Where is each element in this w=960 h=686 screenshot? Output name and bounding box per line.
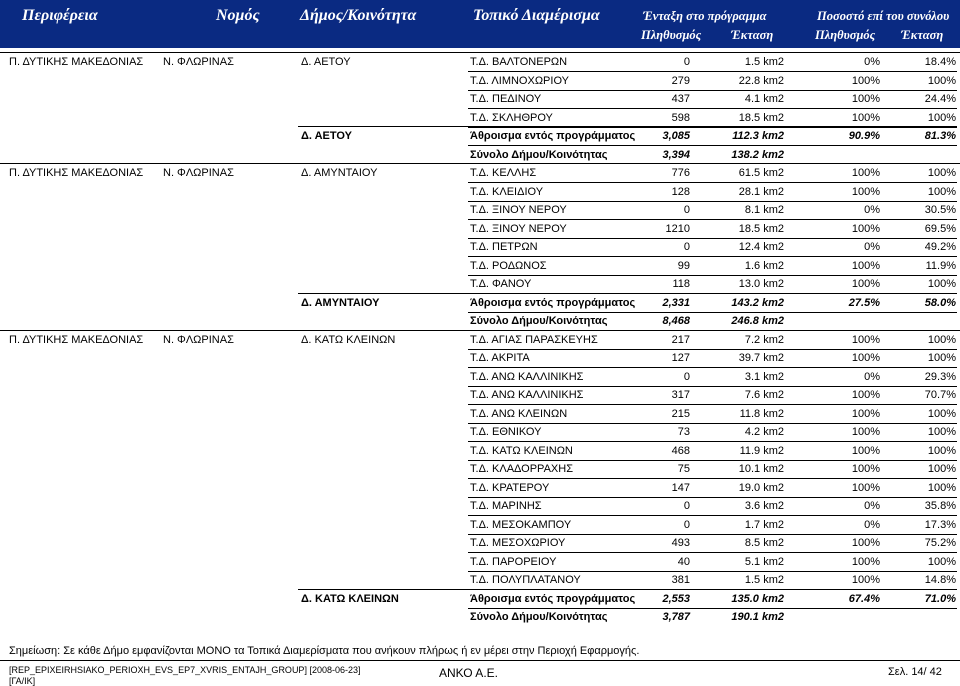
district-cell: Τ.Δ. ΚΛΑΔΟΡΡΑΧΗΣ: [470, 463, 573, 475]
area-cell: 10.1 km2: [738, 463, 784, 475]
population-percent-cell: 100%: [851, 352, 880, 364]
district-cell: Τ.Δ. ΞΙΝΟΥ ΝΕΡΟΥ: [470, 223, 567, 235]
area-percent-cell: 24.4%: [924, 93, 956, 105]
district-cell: Άθροισμα εντός προγράμματος: [470, 130, 636, 142]
population-cell: 598: [671, 112, 690, 124]
area-percent-cell: 100%: [927, 112, 956, 124]
area-cell: 11.9 km2: [739, 445, 784, 457]
population-cell: 3,085: [662, 130, 690, 142]
area-percent-cell: 30.5%: [924, 204, 956, 216]
area-percent-cell: 100%: [927, 334, 956, 346]
table-row: [0, 183, 960, 202]
region-cell: Π. ΔΥΤΙΚΗΣ ΜΑΚΕΔΟΝΙΑΣ: [9, 56, 144, 68]
district-cell: Τ.Δ. ΚΛΕΙΔΙΟΥ: [470, 186, 544, 198]
group-divider: [0, 52, 960, 53]
district-cell: Σύνολο Δήμου/Κοινότητας: [470, 149, 608, 161]
area-percent-cell: 35.8%: [924, 500, 956, 512]
table-row: [0, 368, 960, 387]
area-cell: 1.5 km2: [744, 574, 784, 586]
table-row: [0, 460, 960, 479]
population-percent-cell: 100%: [851, 556, 880, 568]
population-percent-cell: 100%: [851, 389, 880, 401]
population-percent-cell: 100%: [851, 463, 880, 475]
municipality-cell: Δ. ΑΕΤΟΥ: [301, 56, 351, 68]
district-cell: Τ.Δ. ΑΝΩ ΚΑΛΛΙΝΙΚΗΣ: [470, 389, 584, 401]
population-percent-cell: 0%: [864, 241, 880, 253]
population-percent-cell: 0%: [864, 519, 880, 531]
table-row: [0, 571, 960, 590]
population-cell: 468: [671, 445, 690, 457]
population-cell: 2,553: [662, 593, 690, 605]
district-cell: Τ.Δ. ΚΑΤΩ ΚΛΕΙΝΩΝ: [470, 445, 573, 457]
table-row: [0, 479, 960, 498]
population-cell: 73: [677, 426, 690, 438]
district-cell: Τ.Δ. ΚΕΛΛΗΣ: [470, 167, 537, 179]
area-cell: 12.4 km2: [738, 241, 784, 253]
population-percent-cell: 100%: [851, 278, 880, 290]
population-cell: 1210: [665, 223, 690, 235]
population-percent-cell: 100%: [851, 426, 880, 438]
population-percent-cell: 100%: [851, 112, 880, 124]
population-percent-cell: 0%: [864, 500, 880, 512]
area-cell: 8.1 km2: [744, 204, 784, 216]
header-municipality: Δήμος/Κοινότητα: [300, 7, 417, 24]
area-percent-cell: 100%: [927, 75, 956, 87]
population-cell: 118: [672, 278, 690, 290]
population-cell: 147: [671, 482, 690, 494]
area-cell: 8.5 km2: [744, 537, 784, 549]
area-cell: 1.5 km2: [744, 56, 784, 68]
header-local-district: Τοπικό Διαμέρισμα: [473, 7, 600, 24]
area-percent-cell: 81.3%: [924, 130, 956, 142]
municipality-cell: Δ. ΑΜΥΝΤΑΙΟΥ: [301, 167, 378, 179]
header-area-1: Έκταση: [731, 28, 774, 42]
population-cell: 493: [671, 537, 690, 549]
population-percent-cell: 100%: [851, 93, 880, 105]
population-percent-cell: 67.4%: [848, 593, 880, 605]
area-cell: 112.3 km2: [732, 130, 784, 142]
area-percent-cell: 11.9%: [925, 260, 956, 272]
population-percent-cell: 100%: [851, 260, 880, 272]
header-percent: Ποσοστό επί του συνόλου: [817, 9, 950, 23]
table-row: [0, 294, 960, 313]
area-cell: 19.0 km2: [738, 482, 784, 494]
table-row: [0, 53, 960, 72]
area-cell: 138.2 km2: [731, 149, 784, 161]
area-cell: 135.0 km2: [731, 593, 784, 605]
area-cell: 5.1 km2: [744, 556, 784, 568]
population-percent-cell: 100%: [851, 574, 880, 586]
district-cell: Τ.Δ. ΡΟΔΩΝΟΣ: [470, 260, 547, 272]
area-cell: 39.7 km2: [738, 352, 784, 364]
district-cell: Τ.Δ. ΑΝΩ ΚΑΛΛΙΝΙΚΗΣ: [470, 371, 584, 383]
population-percent-cell: 0%: [864, 204, 880, 216]
area-percent-cell: 100%: [927, 167, 956, 179]
company-name: ΑΝΚΟ Α.Ε.: [439, 666, 498, 680]
table-row: [0, 164, 960, 183]
population-cell: 0: [683, 241, 690, 253]
district-cell: Άθροισμα εντός προγράμματος: [470, 593, 636, 605]
population-cell: 0: [683, 56, 690, 68]
header-prefecture: Νομός: [216, 7, 260, 24]
table-row: [0, 608, 960, 627]
area-percent-cell: 71.0%: [924, 593, 956, 605]
sum-divider: [298, 126, 957, 127]
table-row: [0, 590, 960, 609]
area-cell: 11.8 km2: [739, 408, 784, 420]
population-percent-cell: 27.5%: [848, 297, 880, 309]
area-cell: 1.7 km2: [744, 519, 784, 531]
district-cell: Τ.Δ. ΚΡΑΤΕΡΟΥ: [470, 482, 550, 494]
district-cell: Τ.Δ. ΛΙΜΝΟΧΩΡΙΟΥ: [470, 75, 569, 87]
table-row: [0, 201, 960, 220]
table-row: [0, 220, 960, 239]
header-area-2: Έκταση: [901, 28, 944, 42]
district-cell: Τ.Δ. ΠΑΡΟΡΕΙΟΥ: [470, 556, 557, 568]
population-cell: 127: [671, 352, 690, 364]
area-percent-cell: 58.0%: [924, 297, 956, 309]
district-cell: Τ.Δ. ΕΘΝΙΚΟΥ: [470, 426, 542, 438]
group-divider: [0, 330, 960, 331]
population-percent-cell: 100%: [851, 537, 880, 549]
table-row: [0, 516, 960, 535]
population-cell: 0: [683, 500, 690, 512]
population-cell: 8,468: [662, 315, 690, 327]
table-row: [0, 553, 960, 572]
header-region: Περιφέρεια: [22, 7, 98, 24]
district-cell: Τ.Δ. ΜΕΣΟΚΑΜΠΟΥ: [470, 519, 572, 531]
population-percent-cell: 100%: [851, 408, 880, 420]
area-percent-cell: 100%: [927, 352, 956, 364]
population-cell: 0: [683, 204, 690, 216]
area-percent-cell: 69.5%: [924, 223, 956, 235]
district-cell: Τ.Δ. ΠΟΛΥΠΛΑΤΑΝΟΥ: [470, 574, 581, 586]
area-cell: 18.5 km2: [738, 112, 784, 124]
population-cell: 128: [671, 186, 690, 198]
region-cell: Π. ΔΥΤΙΚΗΣ ΜΑΚΕΔΟΝΙΑΣ: [9, 167, 144, 179]
table-row: [0, 497, 960, 516]
table-row: [0, 442, 960, 461]
district-cell: Σύνολο Δήμου/Κοινότητας: [470, 611, 608, 623]
district-cell: Άθροισμα εντός προγράμματος: [470, 297, 636, 309]
population-percent-cell: 100%: [851, 223, 880, 235]
table-row: [0, 386, 960, 405]
table-row: [0, 423, 960, 442]
area-cell: 22.8 km2: [738, 75, 784, 87]
table-row: [0, 405, 960, 424]
population-percent-cell: 0%: [864, 371, 880, 383]
area-cell: 4.2 km2: [744, 426, 784, 438]
population-cell: 3,394: [662, 149, 690, 161]
area-percent-cell: 100%: [927, 426, 956, 438]
district-cell: Τ.Δ. ΦΑΝΟΥ: [470, 278, 532, 290]
area-cell: 28.1 km2: [738, 186, 784, 198]
area-cell: 3.6 km2: [744, 500, 784, 512]
population-percent-cell: 100%: [851, 445, 880, 457]
table-row: [0, 90, 960, 109]
header-pop-2: Πληθυσμός: [815, 28, 876, 42]
table-row: [0, 72, 960, 91]
report-code: [ΓΑ/ΙΚ]: [9, 676, 36, 686]
district-cell: Τ.Δ. ΜΕΣΟΧΩΡΙΟΥ: [470, 537, 566, 549]
area-percent-cell: 100%: [927, 482, 956, 494]
area-cell: 246.8 km2: [731, 315, 784, 327]
area-cell: 190.1 km2: [731, 611, 784, 623]
district-cell: Τ.Δ. ΒΑΛΤΟΝΕΡΩΝ: [470, 56, 568, 68]
table-row: [0, 534, 960, 553]
district-cell: Τ.Δ. ΑΝΩ ΚΛΕΙΝΩΝ: [470, 408, 568, 420]
prefecture-cell: Ν. ΦΛΩΡΙΝΑΣ: [163, 334, 234, 346]
population-cell: 217: [671, 334, 690, 346]
area-percent-cell: 100%: [927, 408, 956, 420]
region-cell: Π. ΔΥΤΙΚΗΣ ΜΑΚΕΔΟΝΙΑΣ: [9, 334, 144, 346]
area-percent-cell: 49.2%: [924, 241, 956, 253]
table-row: [0, 127, 960, 146]
municipality-cell: Δ. ΑΜΥΝΤΑΙΟΥ: [301, 297, 380, 309]
footer-divider: [0, 660, 960, 661]
population-percent-cell: 100%: [851, 167, 880, 179]
municipality-cell: Δ. ΚΑΤΩ ΚΛΕΙΝΩΝ: [301, 593, 399, 605]
population-cell: 0: [683, 371, 690, 383]
municipality-cell: Δ. ΚΑΤΩ ΚΛΕΙΝΩΝ: [301, 334, 396, 346]
table-row: [0, 349, 960, 368]
sum-divider: [298, 589, 957, 590]
table-row: [0, 275, 960, 294]
table-row: [0, 331, 960, 350]
page-number: Σελ. 14/ 42: [888, 666, 942, 678]
prefecture-cell: Ν. ΦΛΩΡΙΝΑΣ: [163, 56, 234, 68]
district-cell: Τ.Δ. ΠΕΔΙΝΟΥ: [470, 93, 542, 105]
population-cell: 2,331: [662, 297, 690, 309]
table-row: [0, 312, 960, 331]
district-cell: Τ.Δ. ΑΓΙΑΣ ΠΑΡΑΣΚΕΥΗΣ: [470, 334, 598, 346]
district-cell: Τ.Δ. ΠΕΤΡΩΝ: [470, 241, 538, 253]
population-cell: 3,787: [662, 611, 690, 623]
population-percent-cell: 0%: [864, 56, 880, 68]
area-cell: 13.0 km2: [738, 278, 784, 290]
area-percent-cell: 17.3%: [924, 519, 956, 531]
area-cell: 4.1 km2: [744, 93, 784, 105]
area-percent-cell: 18.4%: [924, 56, 956, 68]
area-percent-cell: 100%: [927, 445, 956, 457]
population-cell: 40: [677, 556, 690, 568]
population-cell: 317: [671, 389, 690, 401]
population-percent-cell: 90.9%: [848, 130, 880, 142]
municipality-cell: Δ. ΑΕΤΟΥ: [301, 130, 352, 142]
population-cell: 776: [671, 167, 690, 179]
area-percent-cell: 100%: [927, 556, 956, 568]
area-cell: 7.6 km2: [744, 389, 784, 401]
header-inclusion: Ένταξη στο πρόγραμμα: [643, 9, 767, 23]
area-cell: 3.1 km2: [744, 371, 784, 383]
area-cell: 61.5 km2: [738, 167, 784, 179]
area-percent-cell: 100%: [927, 278, 956, 290]
group-divider: [0, 163, 960, 164]
area-percent-cell: 70.7%: [924, 389, 956, 401]
area-cell: 7.2 km2: [744, 334, 784, 346]
report-id: [REP_EPIXEIRHSIAKO_PERIOXH_EVS_EP7_XVRIS_ENTAJH_GROUP] [2008-06-23]: [9, 665, 361, 675]
population-percent-cell: 100%: [851, 75, 880, 87]
area-cell: 18.5 km2: [738, 223, 784, 235]
population-cell: 381: [671, 574, 690, 586]
population-cell: 75: [677, 463, 690, 475]
table-row: [0, 257, 960, 276]
population-cell: 279: [671, 75, 690, 87]
district-cell: Σύνολο Δήμου/Κοινότητας: [470, 315, 608, 327]
footer-note: Σημείωση: Σε κάθε Δήμο εμφανίζονται ΜΟΝΟ τα Τοπικά Διαμερίσματα που ανήκουν πλήρως ή εν μέρει στην Περιοχή Εφαρμογής.: [9, 645, 640, 657]
table-row: [0, 238, 960, 257]
area-percent-cell: 29.3%: [924, 371, 956, 383]
area-percent-cell: 100%: [927, 186, 956, 198]
prefecture-cell: Ν. ΦΛΩΡΙΝΑΣ: [163, 167, 234, 179]
population-cell: 0: [683, 519, 690, 531]
area-percent-cell: 75.2%: [924, 537, 956, 549]
population-cell: 215: [671, 408, 690, 420]
population-cell: 437: [671, 93, 690, 105]
population-cell: 99: [677, 260, 690, 272]
sum-divider: [298, 293, 957, 294]
district-cell: Τ.Δ. ΞΙΝΟΥ ΝΕΡΟΥ: [470, 204, 567, 216]
district-cell: Τ.Δ. ΜΑΡΙΝΗΣ: [470, 500, 542, 512]
area-cell: 143.2 km2: [731, 297, 784, 309]
area-cell: 1.6 km2: [744, 260, 784, 272]
district-cell: Τ.Δ. ΣΚΛΗΘΡΟΥ: [470, 112, 553, 124]
table-header: [0, 0, 960, 48]
area-percent-cell: 100%: [927, 463, 956, 475]
area-percent-cell: 14.8%: [924, 574, 956, 586]
header-pop-1: Πληθυσμός: [641, 28, 702, 42]
population-percent-cell: 100%: [851, 334, 880, 346]
population-percent-cell: 100%: [851, 186, 880, 198]
population-percent-cell: 100%: [851, 482, 880, 494]
district-cell: Τ.Δ. ΑΚΡΙΤΑ: [470, 352, 530, 364]
